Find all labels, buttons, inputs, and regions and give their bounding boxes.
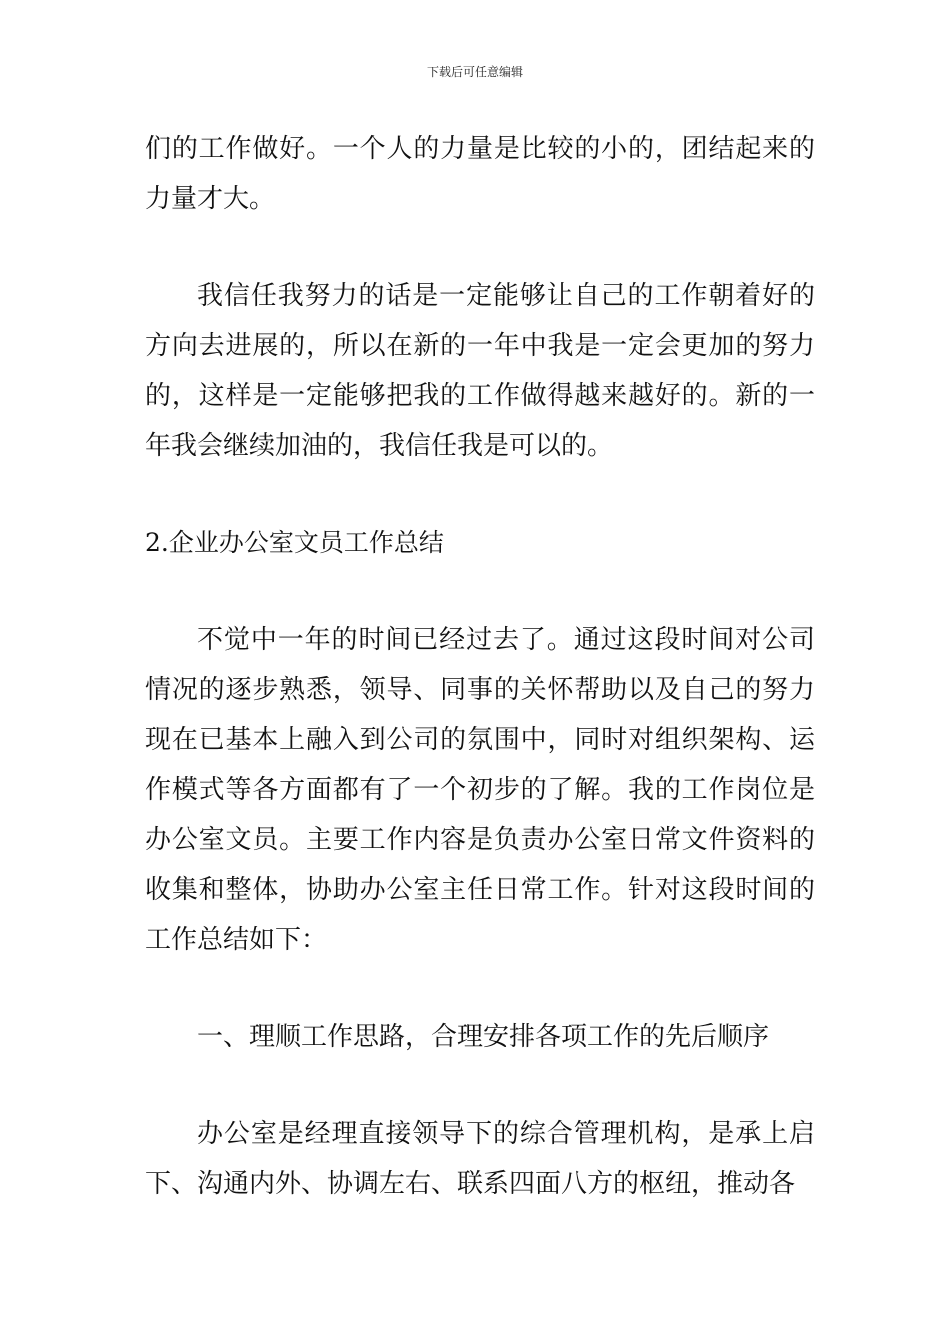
paragraph-effort: 我信任我努力的话是一定能够让自己的工作朝着好的方向去进展的，所以在新的一年中我是一定会更加的努力的，这样是一定能够把我的工作做得越来越好的。新的一年我会继续加油的，我信任我是可以的。 — [145, 281, 815, 461]
document-body — [145, 124, 815, 1209]
paragraph-summary-intro: 不觉中一年的时间已经过去了。通过这段时间对公司情况的逐步熟悉，领导、同事的关怀帮助以及自己的努力现在已基本上融入到公司的氛围中，同时对组织架构、运作模式等各方面都有了一个初步的了解。我的工作岗位是办公室文员。主要工作内容是负责办公室日常文件资料的收集和整体，协助办公室主任日常工作。针对这段时间的工作总结如下： — [145, 625, 815, 955]
page-header-note: 下载后可任意编辑 — [426, 65, 523, 79]
section-title: 2.企业办公室文员工作总结 — [145, 528, 444, 557]
paragraph-continuation: 们的工作做好。一个人的力量是比较的小的，团结起来的力量才大。 — [145, 134, 815, 214]
paragraph-office-role: 办公室是经理直接领导下的综合管理机构，是承上启下、沟通内外、协调左右、联系四面八方的枢纽，推动各 — [145, 1119, 815, 1199]
subheading-one: 一、理顺工作思路，合理安排各项工作的先后顺序 — [197, 1022, 770, 1052]
